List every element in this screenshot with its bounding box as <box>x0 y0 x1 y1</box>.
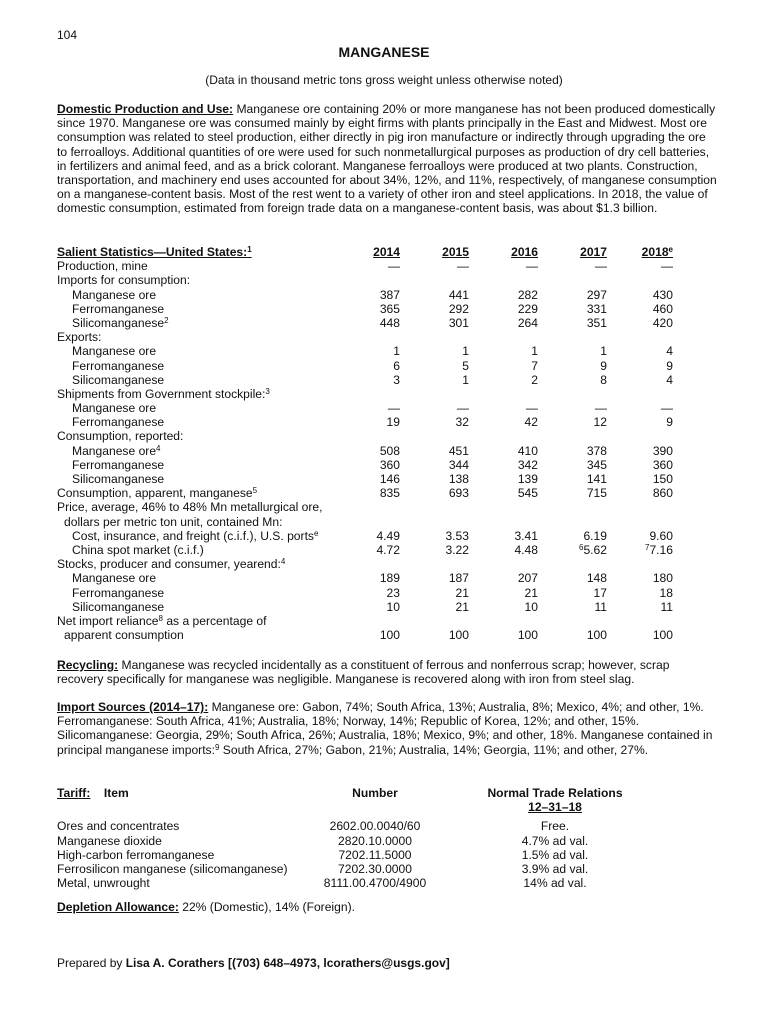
statistics-cell: 100 <box>379 628 400 643</box>
statistics-row <box>57 515 677 529</box>
statistics-cell: 10 <box>524 599 538 614</box>
statistics-cell: 460 <box>652 301 673 316</box>
statistics-row-label: Silicomanganese <box>72 372 165 387</box>
statistics-cell: 508 <box>379 443 400 458</box>
statistics-row <box>57 586 677 600</box>
statistics-cell: 441 <box>448 287 469 302</box>
statistics-cell: 21 <box>455 599 469 614</box>
statistics-cell: 4.48 <box>514 542 538 557</box>
tariff-row <box>57 819 677 833</box>
statistics-row-label: Imports for consumption: <box>57 273 191 288</box>
statistics-cell: 715 <box>586 486 607 501</box>
statistics-cell: 7 <box>531 358 538 373</box>
statistics-cell: 331 <box>586 301 607 316</box>
tariff-row <box>57 876 677 890</box>
salient-statistics-table <box>57 245 677 642</box>
statistics-cell: 4.49 <box>376 528 400 543</box>
statistics-cell: 9 <box>666 358 673 373</box>
statistics-cell: 100 <box>448 628 469 643</box>
statistics-row-label: Production, mine <box>57 259 148 274</box>
statistics-cell: 365 <box>379 301 400 316</box>
statistics-row-label: China spot market (c.i.f.) <box>72 542 204 557</box>
statistics-cell: 141 <box>586 472 607 486</box>
statistics-cell: 860 <box>652 486 673 501</box>
statistics-cell: 229 <box>517 301 538 316</box>
tariff-number: 2820.10.0000 <box>338 833 412 848</box>
statistics-cell: 6.19 <box>583 528 607 543</box>
statistics-cell: — <box>660 259 673 274</box>
statistics-row <box>57 288 677 302</box>
statistics-cell: 21 <box>524 585 538 600</box>
statistics-cell: — <box>525 259 538 274</box>
statistics-row <box>57 458 677 472</box>
domestic-production-text: Manganese ore containing 20% or more manganese has not been produced domestically since 1970. Manganese ore was consumed mainly by eight firms with plants principally in the East and Midwest. Most ore consumption was related to steel production, either directly in pig iron manufacture or indirectly through upgrading the ore to ferroalloys. Additional quantities of ore were used for such nonmetallurgical purposes as production of dry cell batteries, in fertilizers and animal feed, and as a brick colorant. Manganese ferroalloys were produced at two plants. Construction, transportation, and machinery end uses accounted for about 34%, 12%, and 11%, respectively, of manganese consumption on a manganese-content basis. Most of the rest went to a variety of other iron and steel applications. In 2018, the value of domestic consumption, estimated from foreign trade data on a manganese-content basis, was about $1.3 billion. <box>57 102 717 216</box>
statistics-cell: 297 <box>586 287 607 302</box>
statistics-cell: 835 <box>379 486 400 501</box>
statistics-cell: 3 <box>393 372 400 387</box>
statistics-row-label: Stocks, producer and consumer, yearend:$^4$ <box>57 557 286 572</box>
tariff-number: 7202.30.0000 <box>338 861 412 876</box>
statistics-row-label: Manganese ore <box>72 287 157 302</box>
statistics-cell: 410 <box>517 443 538 458</box>
tariff-rate: 4.7% ad val. <box>521 833 589 848</box>
import-sources-text: Manganese ore: Gabon, 74%; South Africa, 13%; Australia, 8%; Mexico, 4%; and other, 1%. Ferromanganese: South Africa, 41%; Australia, 18%; Norway, 14%; Republic of Korea, 12%; and other, 15%. Silicomanganese: Georgia, 29%; South Africa, 26%; Australia, 18%; Mexico, 9%; and other, 18%. Manganese contained in principal manganese imports: <box>57 700 713 757</box>
statistics-row <box>57 444 677 458</box>
statistics-cell: 11 <box>660 599 673 614</box>
statistics-cell: 301 <box>448 315 469 330</box>
domestic-production-section <box>57 102 717 216</box>
statistics-cell: 4 <box>666 344 673 359</box>
statistics-row <box>57 344 677 358</box>
depletion-allowance-text: 22% (Domestic), 14% (Foreign). <box>182 900 355 914</box>
statistics-row-label: Cost, insurance, and freight (c.i.f.), U.S. ports$^e$ <box>72 528 319 543</box>
tariff-number-column: Number <box>352 786 398 800</box>
statistics-row-label: Silicomanganese <box>72 599 165 614</box>
statistics-cell: 6 <box>393 358 400 373</box>
statistics-cell: 390 <box>652 443 673 458</box>
statistics-cell: 187 <box>448 571 469 586</box>
statistics-cell: $^6$5.62 <box>579 542 607 557</box>
statistics-row-label: Price, average, 46% to 48% Mn metallurgical ore, <box>57 500 323 515</box>
tariff-rate: 3.9% ad val. <box>521 861 589 876</box>
page-subtitle: (Data in thousand metric tons gross weight unless otherwise noted) <box>205 73 563 87</box>
statistics-cell: 351 <box>586 315 607 330</box>
statistics-cell: — <box>456 401 469 416</box>
statistics-cell: 8 <box>600 372 607 387</box>
depletion-allowance-section <box>57 900 717 914</box>
statistics-cell: 9.60 <box>649 528 673 543</box>
statistics-cell: 11 <box>594 599 607 614</box>
statistics-cell: 21 <box>455 585 469 600</box>
statistics-cell: 10 <box>386 599 400 614</box>
statistics-cell: 19 <box>386 415 400 430</box>
statistics-row-label: Silicomanganese$^2$ <box>72 315 169 330</box>
statistics-cell: 282 <box>517 287 538 302</box>
statistics-row <box>57 543 677 557</box>
page-title: MANGANESE <box>338 44 430 60</box>
statistics-cell: 1 <box>600 344 607 359</box>
statistics-cell: 9 <box>666 415 673 430</box>
statistics-cell: 360 <box>379 457 400 472</box>
statistics-cell: 32 <box>455 415 469 430</box>
statistics-row-label: Ferromanganese <box>72 415 165 430</box>
statistics-row-label: Exports: <box>57 330 102 345</box>
year-header: 2018e <box>641 245 673 259</box>
statistics-row-label: Manganese ore <box>72 571 157 586</box>
statistics-row <box>57 359 677 373</box>
statistics-row-label: Silicomanganese <box>72 472 165 486</box>
statistics-cell: 42 <box>524 415 538 430</box>
statistics-row-label: Consumption, apparent, manganese$^5$ <box>57 486 258 501</box>
tariff-row <box>57 862 677 876</box>
statistics-row <box>57 401 677 415</box>
year-header: 2016 <box>511 245 538 259</box>
statistics-cell: 292 <box>448 301 469 316</box>
statistics-row-label: Manganese ore$^4$ <box>72 443 161 458</box>
statistics-row <box>57 571 677 585</box>
statistics-cell: 148 <box>586 571 607 586</box>
statistics-row-label: apparent consumption <box>64 628 184 643</box>
statistics-header-row <box>57 245 677 259</box>
statistics-cell: 100 <box>517 628 538 643</box>
statistics-cell: 344 <box>448 457 469 472</box>
statistics-row-label: dollars per metric ton unit, contained Mn: <box>64 514 283 529</box>
statistics-cell: 18 <box>659 585 673 600</box>
year-header: 2017 <box>580 245 607 259</box>
tariff-item: Ferrosilicon manganese (silicomanganese) <box>57 861 288 876</box>
import-sources-text-after: South Africa, 27%; Gabon, 21%; Australia, 14%; Georgia, 11%; and other, 27%. <box>219 742 649 757</box>
statistics-row <box>57 429 677 443</box>
statistics-cell: 189 <box>379 571 400 586</box>
statistics-cell: 345 <box>586 457 607 472</box>
tariff-table <box>57 786 677 890</box>
statistics-cell: 150 <box>652 472 673 486</box>
statistics-cell: 1 <box>462 372 469 387</box>
statistics-row <box>57 373 677 387</box>
statistics-cell: 100 <box>586 628 607 643</box>
statistics-row-label: Ferromanganese <box>72 457 165 472</box>
statistics-cell: 1 <box>393 344 400 359</box>
statistics-row-label: Ferromanganese <box>72 585 165 600</box>
statistics-cell: — <box>387 259 400 274</box>
statistics-row <box>57 302 677 316</box>
statistics-row <box>57 316 677 330</box>
statistics-cell: 3.41 <box>514 528 538 543</box>
statistics-cell: 139 <box>517 472 538 486</box>
statistics-cell: 430 <box>652 287 673 302</box>
year-header: 2015 <box>442 245 469 259</box>
statistics-cell: 146 <box>379 472 400 486</box>
statistics-cell: 23 <box>386 585 400 600</box>
statistics-cell: 545 <box>517 486 538 501</box>
statistics-row-label: Manganese ore <box>72 344 157 359</box>
prepared-by: Prepared by Lisa A. Corathers [(703) 648–4973, lcorathers@usgs.gov] <box>57 956 450 970</box>
statistics-row <box>57 614 677 628</box>
statistics-cell: — <box>525 401 538 416</box>
tariff-rate: 1.5% ad val. <box>521 847 589 862</box>
recycling-heading: Recycling: <box>57 658 119 672</box>
statistics-row <box>57 273 677 287</box>
statistics-heading: Salient Statistics—United States:$^1$ <box>57 245 252 259</box>
statistics-row-label: Manganese ore <box>72 401 157 416</box>
statistics-cell: — <box>387 401 400 416</box>
tariff-rate: 14% ad val. <box>523 876 587 891</box>
tariff-item: High-carbon ferromanganese <box>57 847 215 862</box>
statistics-cell: 451 <box>448 443 469 458</box>
statistics-row <box>57 500 677 514</box>
tariff-item-column: Item <box>103 786 129 800</box>
statistics-cell: 138 <box>448 472 469 486</box>
statistics-cell: 207 <box>517 571 538 586</box>
statistics-cell: — <box>660 401 673 416</box>
statistics-cell: 378 <box>586 443 607 458</box>
tariff-ntr-date: 12–31–18 <box>528 800 582 815</box>
statistics-cell: 342 <box>517 457 538 472</box>
page-number: 104 <box>57 28 78 42</box>
tariff-heading: Tariff: <box>57 786 91 800</box>
tariff-number: 2602.00.0040/60 <box>329 819 421 834</box>
statistics-cell: 420 <box>652 315 673 330</box>
recycling-section <box>57 658 717 686</box>
statistics-cell: 1 <box>531 344 538 359</box>
tariff-row <box>57 834 677 848</box>
statistics-row <box>57 330 677 344</box>
statistics-row <box>57 600 677 614</box>
statistics-row-label: Ferromanganese <box>72 301 165 316</box>
depletion-allowance-heading: Depletion Allowance: <box>57 900 179 914</box>
tariff-ntr-column: Normal Trade Relations <box>487 786 623 800</box>
tariff-number: 7202.11.5000 <box>338 847 412 862</box>
tariff-number: 8111.00.4700/4900 <box>323 876 427 891</box>
statistics-row <box>57 529 677 543</box>
statistics-row <box>57 259 677 273</box>
statistics-cell: 2 <box>531 372 538 387</box>
statistics-cell: 5 <box>462 358 469 373</box>
author-contact: Lisa A. Corathers [(703) 648–4973, lcorathers@usgs.gov] <box>125 956 450 970</box>
import-sources-heading: Import Sources (2014–17): <box>57 700 209 714</box>
statistics-cell: — <box>594 259 607 274</box>
statistics-cell: 264 <box>517 315 538 330</box>
recycling-text: Manganese was recycled incidentally as a constituent of ferrous and nonferrous scrap; however, scrap recovery specifically for manganese was negligible. Manganese is recovered along with iron from steel slag. <box>57 658 670 687</box>
import-sources-section: Import Sources (2014–17): Manganese ore: Gabon, 74%; South Africa, 13%; Australia, 8%; Mexico, 4%; and other, 1%. Ferromanganese: South Africa, 41%; Australia, 18%; Norway, 14%; Republic of Korea, 12%; and other, 15%. Silicomanganese: Georgia, 29%; South Africa, 26%; Australia, 18%; Mexico, 9%; and other, 18%. Manganese contained in principal manganese imports:$^9$ South Africa, 27%; Gabon, 21%; Australia, 14%; Georgia, 11%; and other, 27%. <box>57 700 713 757</box>
statistics-cell: 4 <box>666 372 673 387</box>
domestic-production-heading: Domestic Production and Use: <box>57 102 234 116</box>
year-header: 2014 <box>373 245 400 259</box>
statistics-row-label: Shipments from Government stockpile:$^3$ <box>57 386 270 401</box>
statistics-cell: 12 <box>593 415 607 430</box>
statistics-cell: 387 <box>379 287 400 302</box>
statistics-cell: 360 <box>652 457 673 472</box>
statistics-row <box>57 486 677 500</box>
statistics-row-label: Ferromanganese <box>72 358 165 373</box>
statistics-row <box>57 415 677 429</box>
statistics-cell: $^7$7.16 <box>645 542 673 557</box>
statistics-cell: 100 <box>652 628 673 643</box>
statistics-cell: 693 <box>448 486 469 501</box>
tariff-row <box>57 848 677 862</box>
statistics-cell: 9 <box>600 358 607 373</box>
statistics-cell: 17 <box>593 585 607 600</box>
statistics-cell: 180 <box>652 571 673 586</box>
statistics-cell: 3.53 <box>445 528 469 543</box>
tariff-item: Metal, unwrought <box>57 876 150 891</box>
tariff-header-row <box>57 786 677 800</box>
statistics-cell: — <box>456 259 469 274</box>
statistics-cell: 448 <box>379 315 400 330</box>
statistics-row <box>57 472 677 486</box>
statistics-row-label: Consumption, reported: <box>57 429 184 444</box>
tariff-item: Ores and concentrates <box>57 819 180 834</box>
statistics-cell: 1 <box>462 344 469 359</box>
statistics-cell: 4.72 <box>376 542 400 557</box>
statistics-row <box>57 557 677 571</box>
statistics-row <box>57 628 677 642</box>
statistics-cell: 3.22 <box>445 542 469 557</box>
tariff-item: Manganese dioxide <box>57 833 162 848</box>
statistics-row <box>57 387 677 401</box>
statistics-row-label: Net import reliance$^8$ as a percentage of <box>57 613 267 628</box>
statistics-cell: — <box>594 401 607 416</box>
tariff-rate: Free. <box>540 819 570 834</box>
